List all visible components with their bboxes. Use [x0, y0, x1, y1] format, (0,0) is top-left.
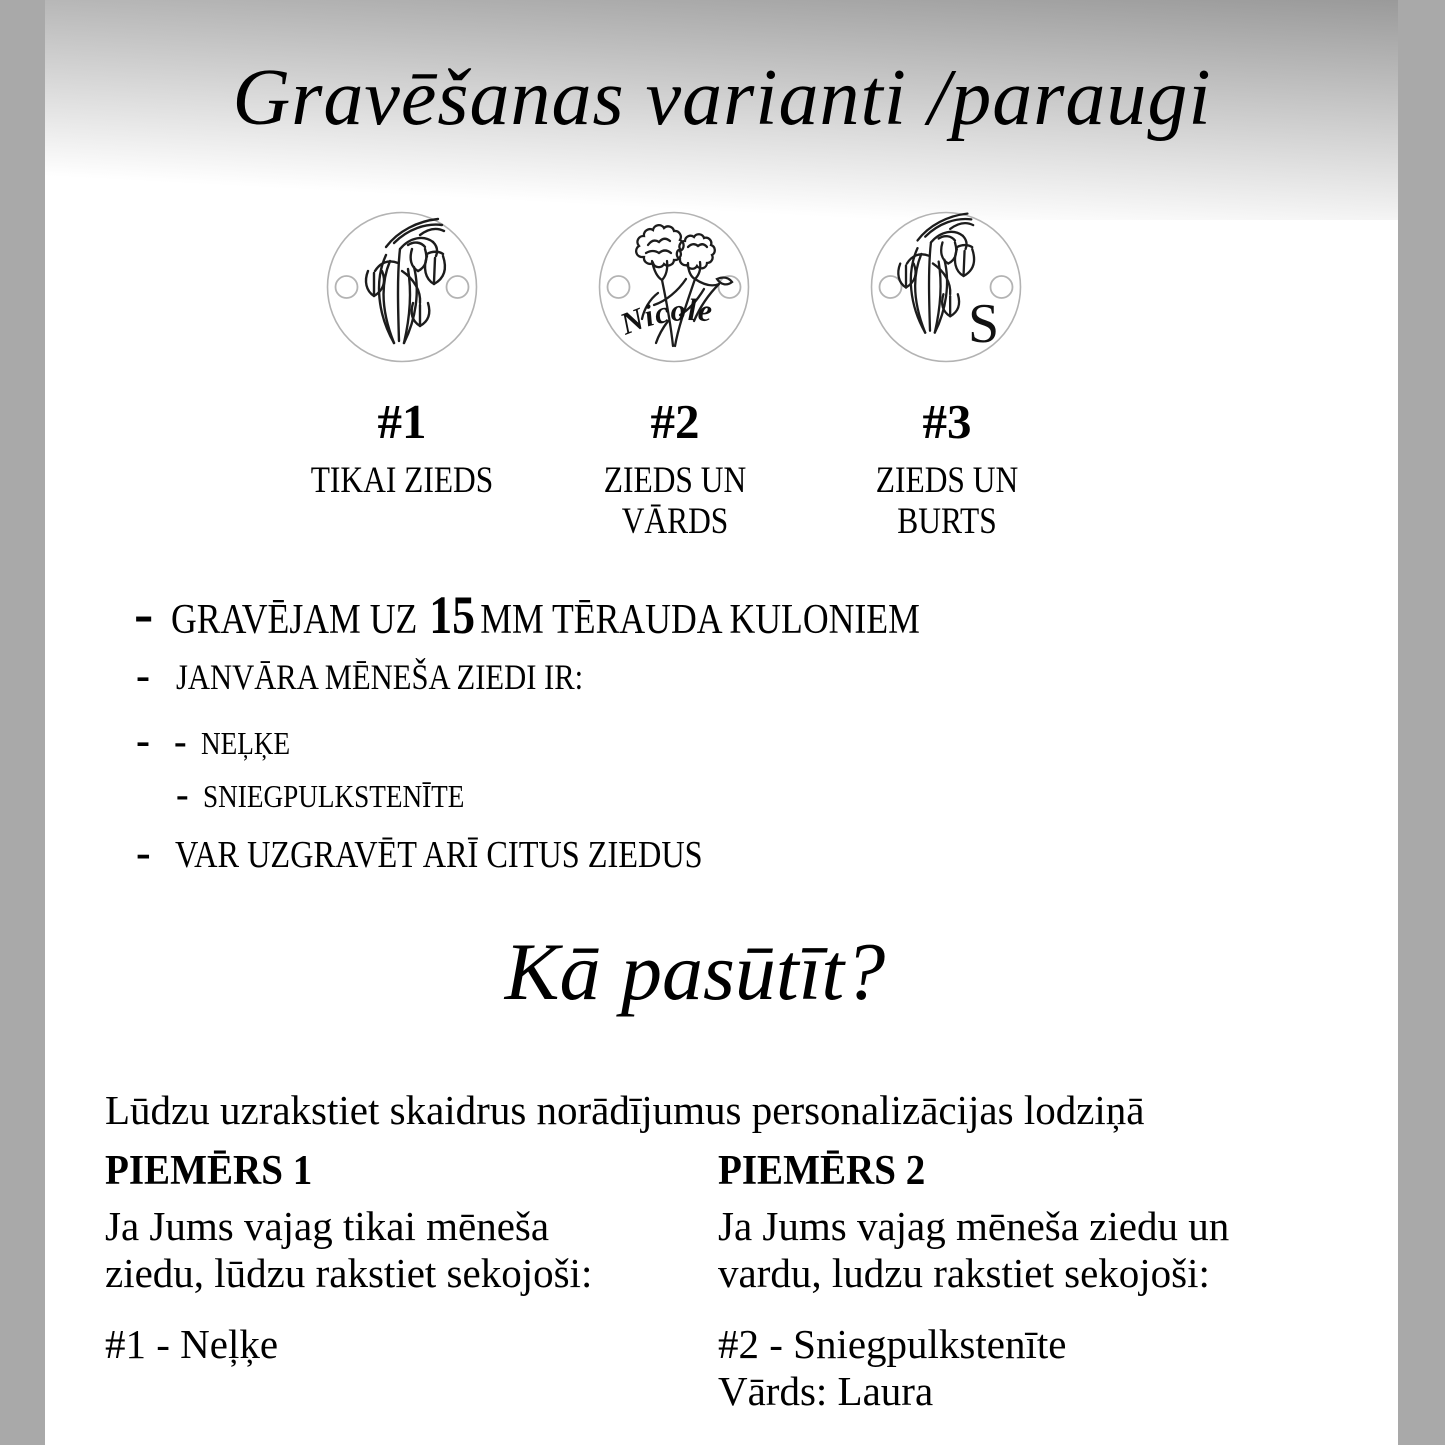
pendant-sample-2: [596, 209, 752, 365]
variant-label: [548, 460, 803, 542]
example-heading: PIEMĒRS 2: [718, 1148, 926, 1194]
bullet-dash: -: [136, 718, 150, 764]
example-body: [718, 1203, 1229, 1297]
detail-text: GRAVĒJAM UZ: [171, 597, 418, 643]
example-body: [105, 1203, 592, 1297]
detail-subitem-carnation: [136, 717, 306, 765]
pendant-name-text: Nicole: [615, 291, 715, 342]
detail-item-other-flowers: [136, 827, 795, 878]
left-gray-border: [0, 0, 45, 1445]
example-body-line: ziedu, lūdzu rakstiet sekojoši:: [105, 1250, 593, 1296]
variant-label-line: ZIEDS UN: [603, 460, 747, 501]
pendant-hole-left: [608, 276, 630, 298]
variant-label-line: ZIEDS UN: [875, 460, 1019, 501]
example-order-line: Vārds: Laura: [718, 1368, 934, 1414]
example-order-line: #1 - Neļķe: [105, 1321, 279, 1367]
bullet-dash: -: [136, 828, 151, 877]
pendant-letter-text: S: [968, 293, 1000, 355]
variant-label-line: VĀRDS: [621, 501, 729, 542]
right-gray-border: [1398, 0, 1445, 1445]
detail-text: VAR UZGRAVĒT ARĪ CITUS ZIEDUS: [174, 834, 703, 876]
example-1: [105, 1148, 592, 1368]
bullet-dash: -: [136, 653, 150, 699]
size-emphasis: 15: [429, 585, 476, 645]
variant-1-caption: [252, 396, 552, 501]
detail-item-january-flowers: [136, 652, 655, 700]
example-body-line: Ja Jums vajag tikai mēneša: [105, 1203, 550, 1249]
bullet-dash: -: [174, 721, 187, 763]
variant-number: #1: [377, 394, 427, 449]
variant-3-caption: [797, 396, 1097, 542]
pendant-sample-1: [324, 209, 480, 365]
example-body-line: Ja Jums vajag mēneša ziedu un: [718, 1203, 1230, 1249]
example-order-line: #2 - Sniegpulkstenīte: [718, 1321, 1067, 1367]
variant-number: #2: [650, 394, 700, 449]
variant-label-line: BURTS: [897, 501, 997, 542]
detail-text: JANVĀRA MĒNEŠA ZIEDI IR:: [176, 657, 584, 697]
pendant-hole-right: [447, 276, 469, 298]
bullet-dash: -: [134, 581, 154, 646]
variant-label: [275, 460, 530, 501]
detail-text: MM TĒRAUDA KULONIEM: [480, 597, 921, 643]
detail-text: SNIEGPULKSTENĪTE: [202, 778, 465, 814]
variant-label-line: TIKAI ZIEDS: [310, 460, 494, 501]
example-body-line: vardu, ludzu rakstiet sekojoši:: [718, 1250, 1210, 1296]
bullet-dash: -: [176, 774, 189, 816]
detail-item-size: [134, 580, 1052, 647]
pendant-hole-left: [336, 276, 358, 298]
variant-number: #3: [922, 394, 972, 449]
variant-label: [820, 460, 1075, 542]
detail-text: NEĻĶE: [200, 725, 290, 761]
page-title: Gravēšanas varianti /paraugi: [232, 54, 1212, 142]
example-order: [718, 1321, 1229, 1415]
instruction-line: Lūdzu uzrakstiet skaidrus norādījumus personalizācijas lodziņā: [105, 1087, 1145, 1133]
example-2: [718, 1148, 1229, 1415]
example-order: [105, 1321, 592, 1368]
how-to-order-title: Kā pasūtīt?: [504, 926, 886, 1017]
pendant-sample-3: [868, 209, 1024, 365]
example-heading: PIEMĒRS 1: [105, 1148, 313, 1194]
pendant-samples-row: [324, 209, 1024, 365]
detail-subitem-snowdrop: [176, 773, 510, 817]
variant-2-caption: [525, 396, 825, 542]
